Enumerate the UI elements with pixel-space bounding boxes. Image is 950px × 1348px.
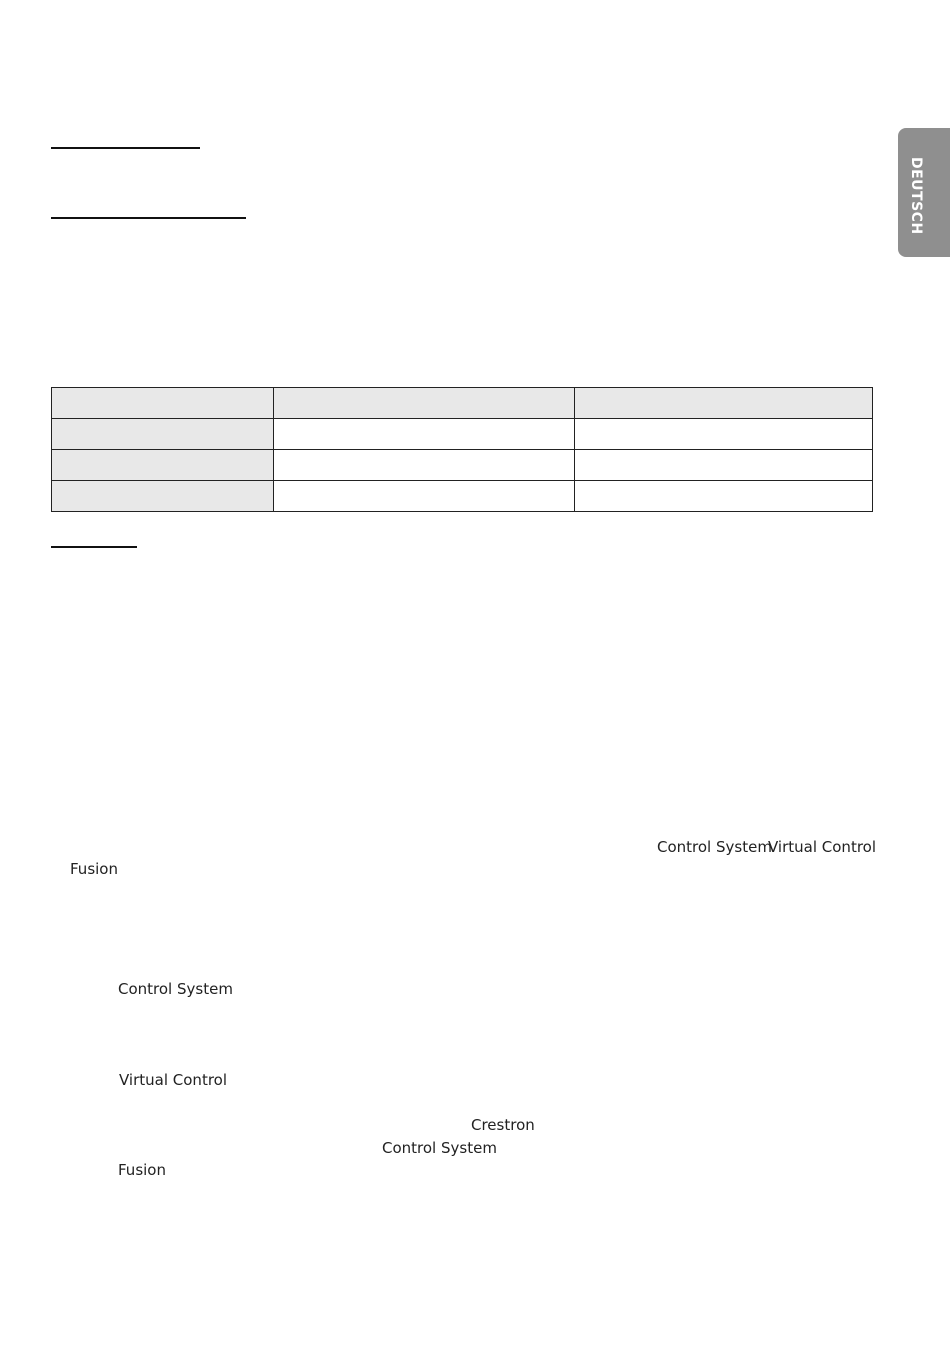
table-cell [52, 419, 274, 450]
subsection-heading-underline [51, 217, 246, 219]
term-control-system: Control System [118, 980, 233, 998]
table-cell [52, 450, 274, 481]
table-row [52, 450, 873, 481]
term-crestron: Crestron [471, 1116, 535, 1134]
term-fusion: Fusion [118, 1161, 166, 1179]
table-cell [575, 481, 873, 512]
table-row [52, 419, 873, 450]
table-cell [274, 388, 575, 419]
term-virtual-control: Virtual Control [768, 838, 877, 856]
section-heading-underline [51, 147, 200, 149]
table-cell [575, 388, 873, 419]
table-cell [52, 388, 274, 419]
table-header-row [52, 388, 873, 419]
language-tab-label: DEUTSCH [908, 157, 924, 235]
table-row [52, 481, 873, 512]
section-heading-underline [51, 546, 137, 548]
table-cell [274, 419, 575, 450]
table-cell [274, 481, 575, 512]
term-control-system: Control System [657, 838, 772, 856]
table-cell [575, 419, 873, 450]
settings-table [51, 387, 873, 512]
table-cell [52, 481, 274, 512]
term-fusion: Fusion [70, 860, 118, 878]
table-cell [575, 450, 873, 481]
term-virtual-control: Virtual Control [119, 1071, 228, 1089]
table-cell [274, 450, 575, 481]
term-control-system: Control System [382, 1139, 497, 1157]
